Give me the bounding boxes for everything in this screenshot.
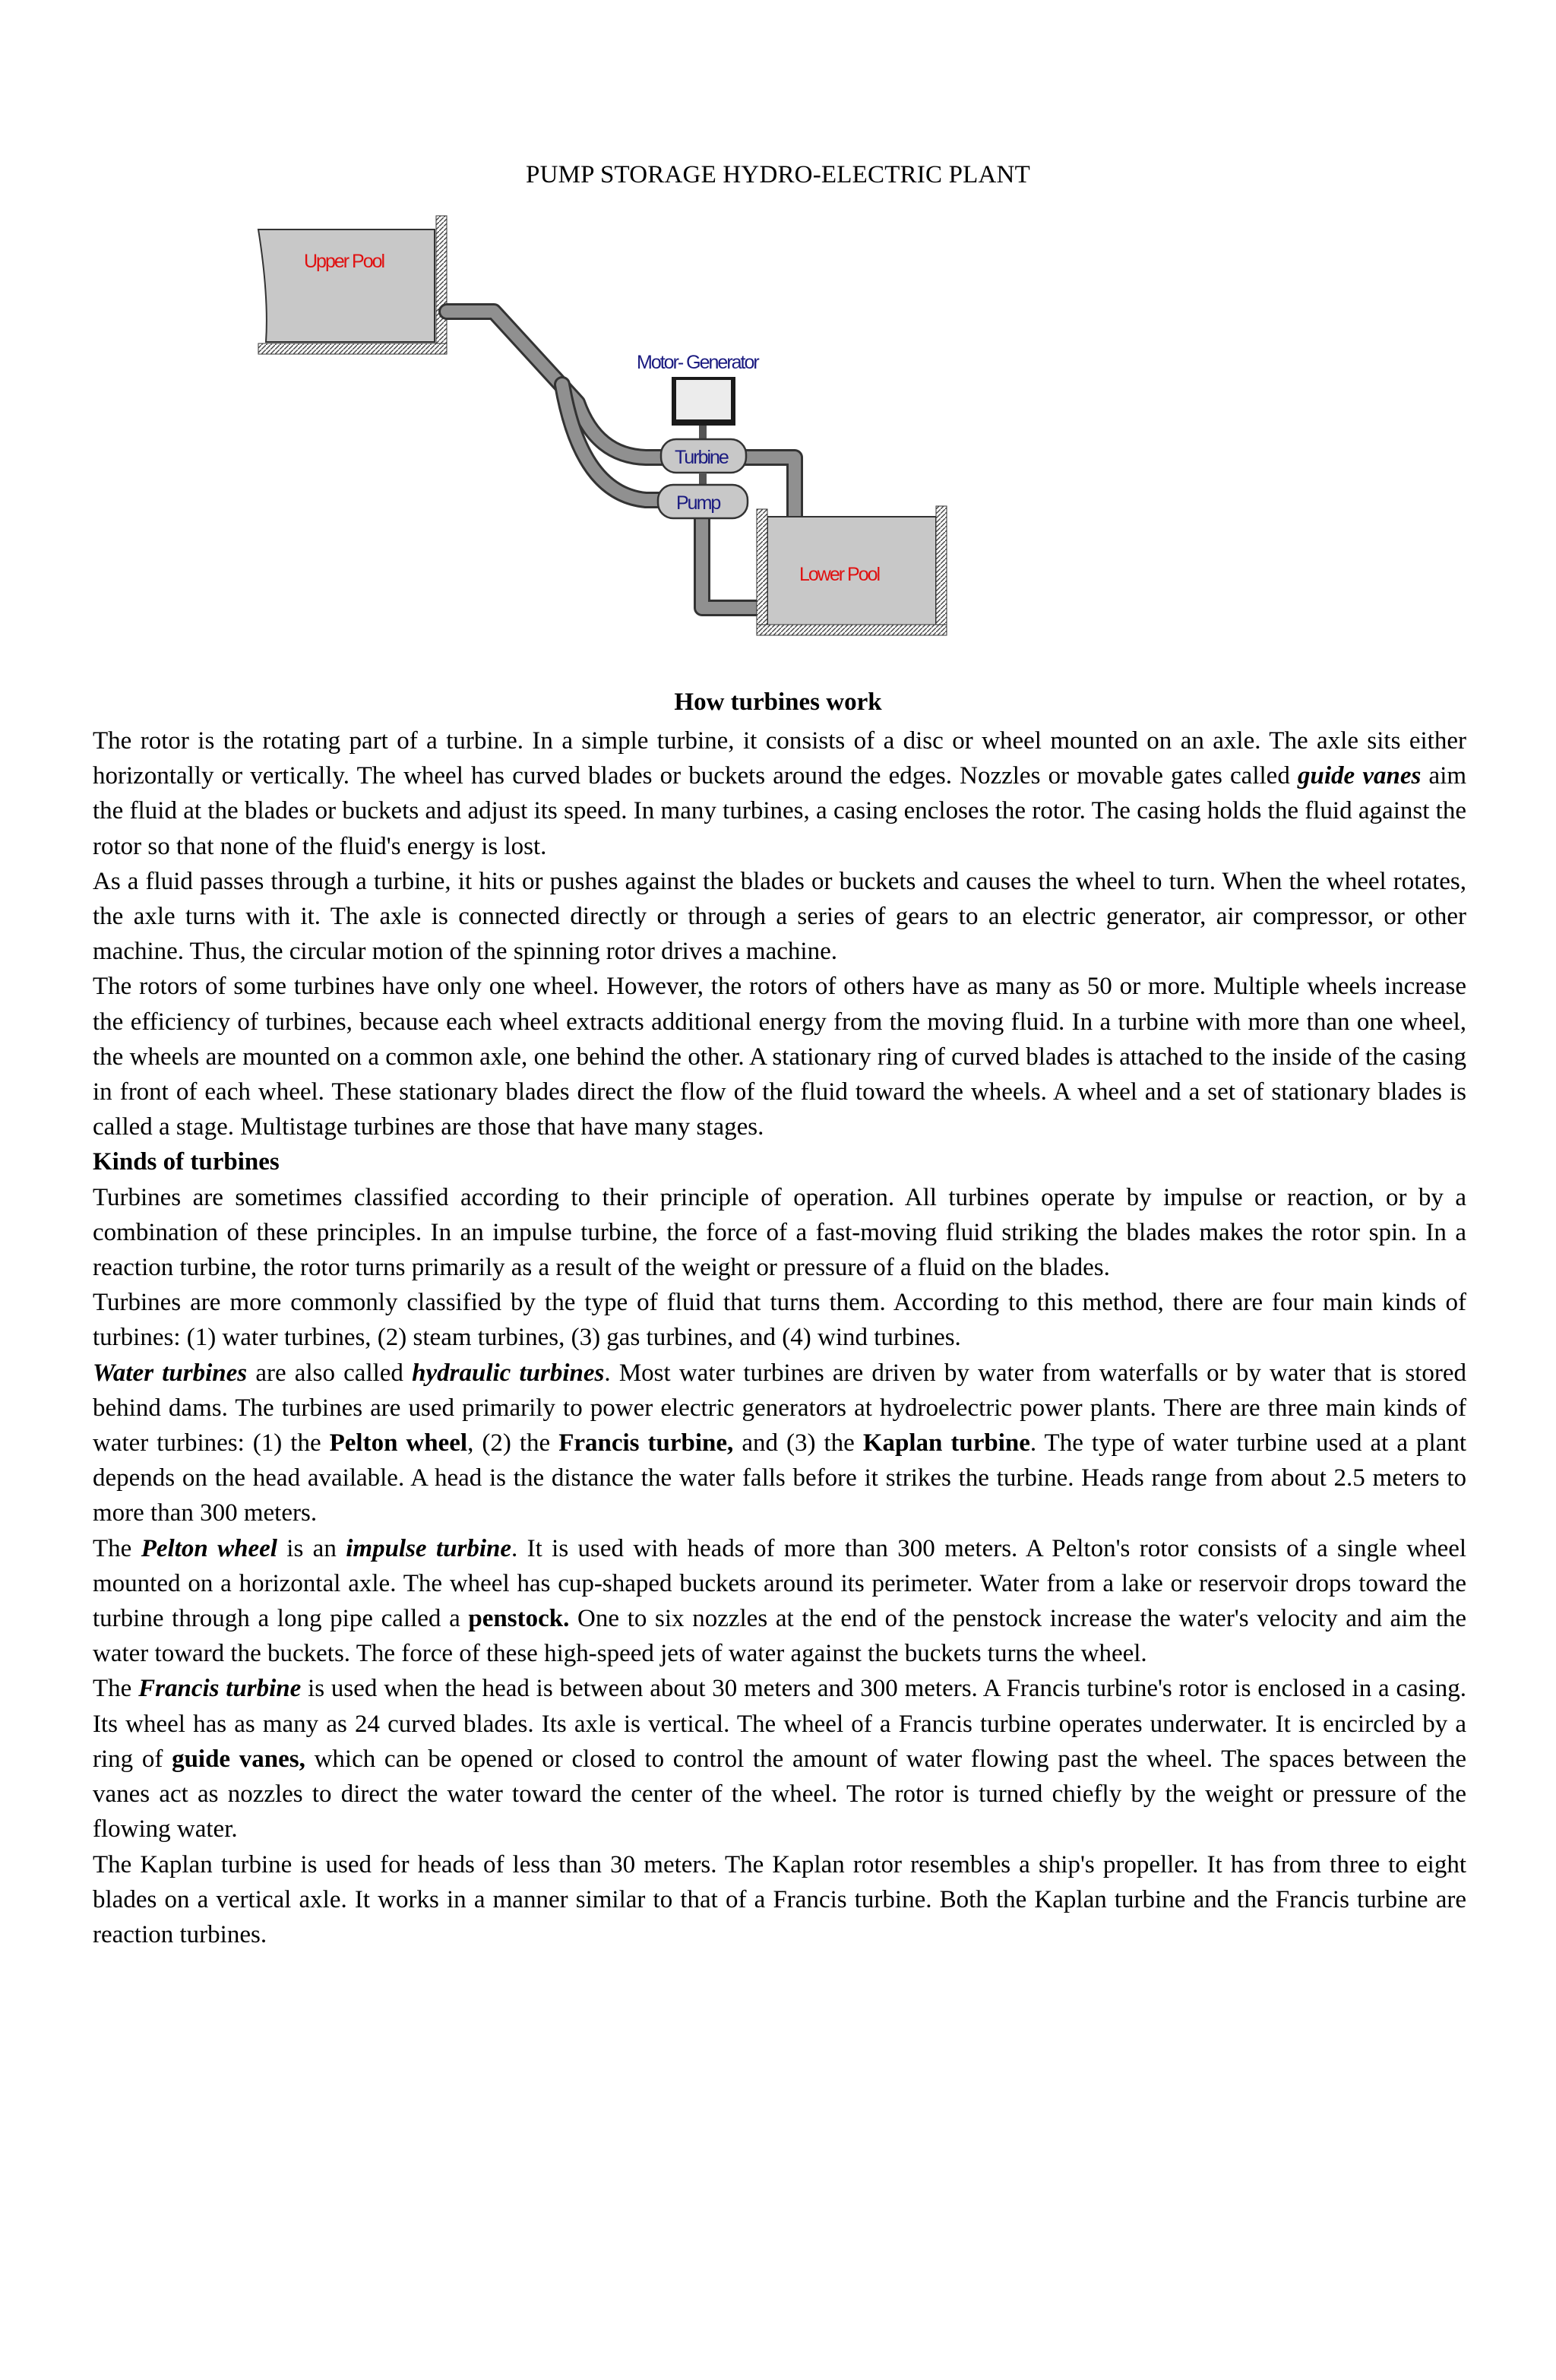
paragraph: The Kaplan turbine is used for heads of less than 30 meters. The Kaplan rotor resembles a ship's propeller. It has from three to eight blades on a vertical axle. It works in a manner similar to that of a Francis turbine. Both the Kaplan turbine and the Francis turbine are reaction turbines. — [93, 1850, 1466, 1948]
emphasis: impulse turbine — [346, 1534, 511, 1562]
pump — [658, 485, 748, 518]
text-span: and (3) the — [742, 1429, 855, 1457]
text-span: . It is used with heads of more than 300 meters. A Pelton's rotor consists of a single wheel mounted on a horizontal axle. The wheel has cup-shaped buckets around its perimeter. Water from a lake or reservoir drops toward the turbine through a long pipe called a — [93, 1534, 1467, 1633]
paragraph: As a fluid passes through a turbine, it hits or pushes against the blades or buckets and causes the wheel to turn. When the wheel rotates, the axle turns with it. The axle is connected directly or through a series of gears to an electric generator, air compressor, or other machine. Thus, the circular motion of the spinning rotor drives a machine. — [93, 867, 1466, 966]
text-span: is an — [286, 1534, 337, 1562]
emphasis: guide vanes — [1298, 762, 1422, 790]
text-span: which can be opened or closed to control the amount of water flowing past the wheel. The spaces between the vanes act as nozzles to direct the water toward the center of the wheel. The rotor is turned chiefly by the weight or pressure of the flowing water. — [93, 1745, 1467, 1844]
text-span: . The type of water turbine used at a plant depends on the head available. A head is the distance the water falls before it strikes the turbine. Heads range from about 2.5 meters to more than 300 meters. — [93, 1429, 1466, 1527]
paragraph — [93, 1356, 1466, 1531]
pump-storage-diagram-svg — [243, 213, 972, 646]
lower-pool — [757, 506, 947, 635]
section-heading: How turbines work — [674, 688, 882, 716]
motor-generator — [637, 352, 759, 441]
upper-pool-label: Upper Pool — [304, 251, 384, 272]
text-span: , (2) the — [467, 1429, 551, 1457]
motor-generator-label: Motor- Generator — [637, 352, 758, 373]
pump-storage-diagram — [243, 213, 972, 650]
text-span: One to six nozzles at the end of the penstock increase the water's velocity and aim the water toward the buckets. The force of these high-speed jets of water against the buckets turns the wheel. — [93, 1605, 1467, 1668]
text-span: is used when the head is between about 30 meters and 300 meters. A Francis turbine's rotor is enclosed in a casing. Its wheel has as many as 24 curved blades. Its axle is vertical. The wheel of a Francis turbine operates underwater. It is encircled by a ring of — [93, 1675, 1467, 1773]
paragraph — [93, 1531, 1466, 1672]
bold-term: penstock. — [468, 1605, 570, 1633]
upper-pool — [258, 216, 447, 354]
paragraph: The rotors of some turbines have only one wheel. However, the rotors of others have as many as 50 or more. Multiple wheels increase the efficiency of turbines, because each wheel extracts additional energy from the moving fluid. In a turbine with more than one wheel, the wheels are mounted on a common axle, one behind the other. A stationary ring of curved blades is attached to the inside of the casing in front of each wheel. These stationary blades direct the flow of the fluid toward the wheels. A wheel and a set of stationary blades is called a stage. Multistage turbines are those that have many stages. — [93, 973, 1466, 1141]
paragraph — [93, 723, 1466, 864]
text-span: are also called — [255, 1359, 403, 1387]
emphasis: Pelton wheel — [141, 1534, 277, 1562]
text-span: aim the fluid at the blades or buckets and adjust its speed. In many turbines, a casing encloses the rotor. The casing holds the fluid against the rotor so that none of the fluid's energy is lost. — [93, 762, 1467, 860]
bold-term: Francis turbine, — [558, 1429, 734, 1457]
turbine — [661, 439, 746, 473]
bold-term: guide vanes, — [172, 1745, 305, 1773]
emphasis: Francis turbine — [138, 1675, 302, 1703]
paragraph: Turbines are more commonly classified by the type of fluid that turns them. According to this method, there are four main kinds of turbines: (1) water turbines, (2) steam turbines, (3) gas turbines, and (4) wind turbines. — [93, 1289, 1466, 1352]
emphasis: Water turbines — [93, 1359, 248, 1387]
text-span: The — [93, 1675, 132, 1703]
turbine-label: Turbine — [675, 447, 728, 468]
text-span: The — [93, 1534, 132, 1562]
kinds-heading: Kinds of turbines — [93, 1148, 280, 1176]
pump-label: Pump — [676, 492, 720, 514]
bold-term: Kaplan turbine — [862, 1429, 1030, 1457]
body-text — [93, 723, 1466, 1952]
bold-term: Pelton wheel — [329, 1429, 468, 1457]
emphasis: hydraulic turbines — [412, 1359, 605, 1387]
page-title: PUMP STORAGE HYDRO-ELECTRIC PLANT — [526, 161, 1030, 188]
text-span: The rotor is the rotating part of a turbine. In a simple turbine, it consists of a disc or wheel mounted on an axle. The axle sits either horizontally or vertically. The wheel has curved blades or buckets around the edges. Nozzles or movable gates called — [93, 727, 1466, 790]
text-span: . Most water turbines are driven by water from waterfalls or by water that is stored behind dams. The turbines are used primarily to power electric generators at hydroelectric power plants. There are three main kinds of water turbines: (1) the — [93, 1359, 1467, 1457]
shaft — [699, 473, 707, 485]
lower-pool-label: Lower Pool — [799, 564, 880, 585]
paragraph: Turbines are sometimes classified according to their principle of operation. All turbines operate by impulse or reaction, or by a combination of these principles. In an impulse turbine, the force of a fast-moving fluid striking the blades makes the rotor spin. In a reaction turbine, the rotor turns primarily as a result of the weight or pressure of a fluid on the blades. — [93, 1183, 1466, 1282]
paragraph — [93, 1671, 1466, 1847]
